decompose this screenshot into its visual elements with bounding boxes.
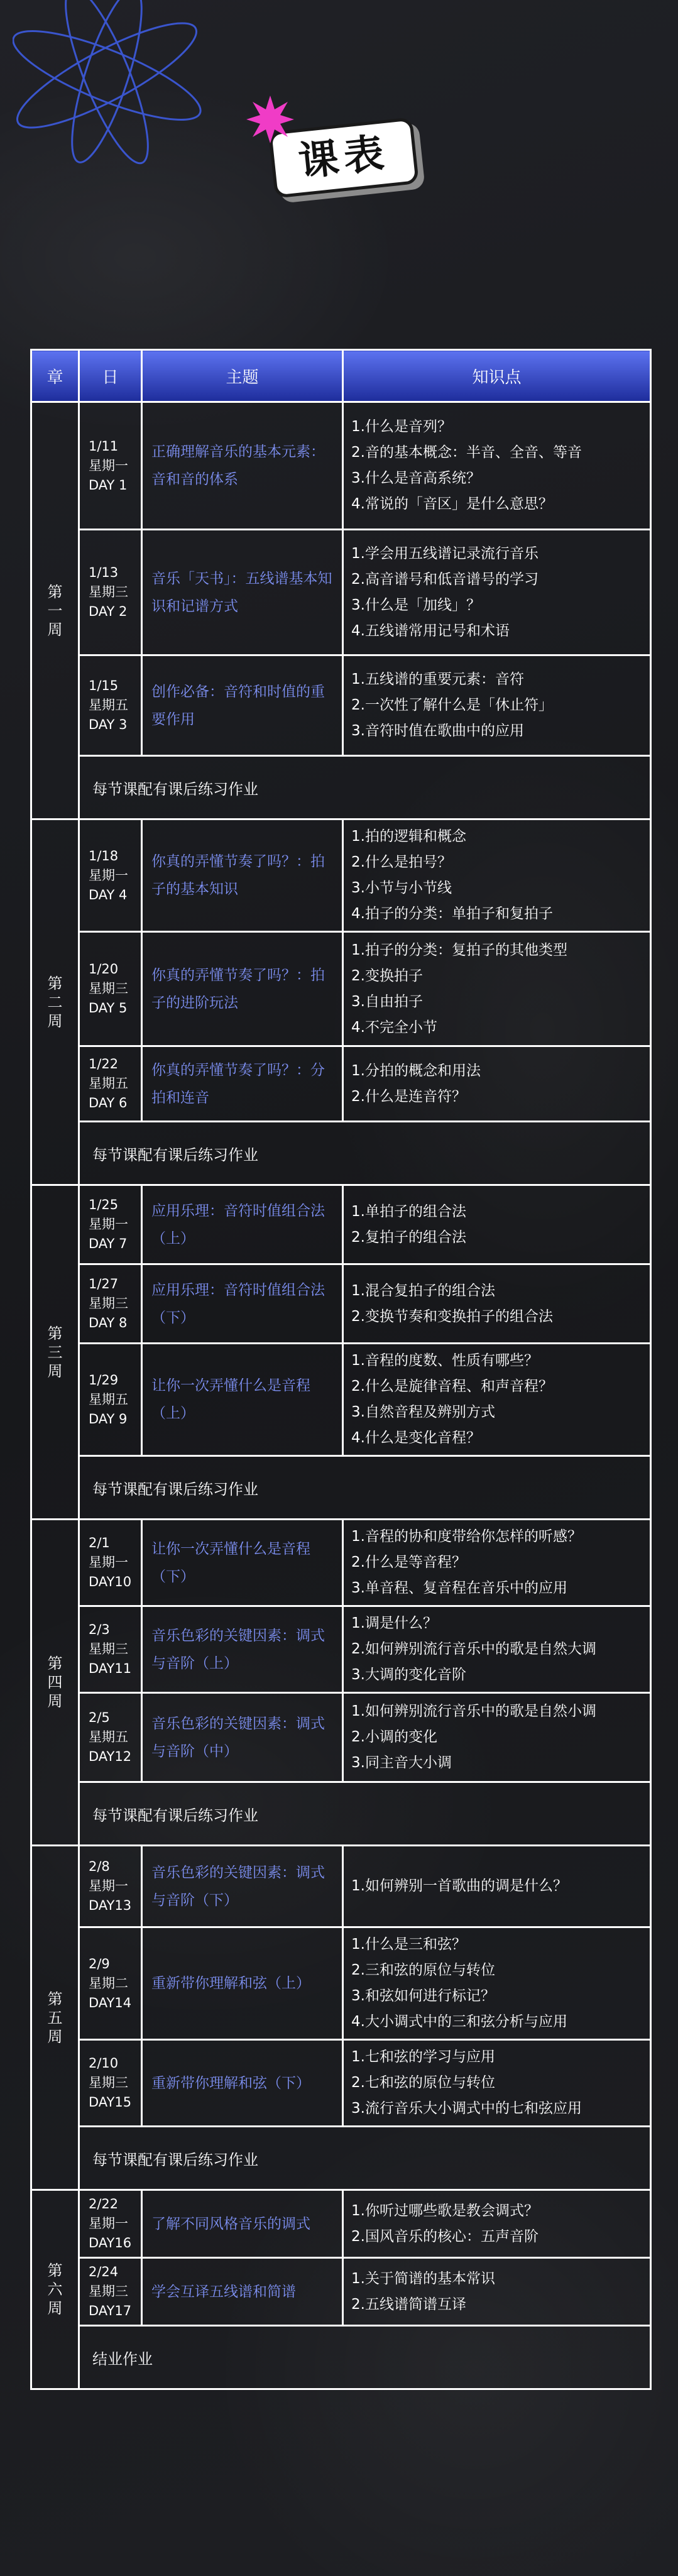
day-weekday: 星期三 [89,584,128,600]
day-cell [79,1344,142,1456]
day-cell [79,1846,142,1927]
day-weekday: 星期一 [89,867,128,883]
topic-cell: 应用乐理：音符时值组合法（上） [142,1185,343,1264]
points-cell [343,402,651,530]
points-cell [343,1344,651,1456]
day-date: 1/25 [89,1197,119,1212]
header-row [31,350,651,402]
day-date: 1/27 [89,1276,119,1291]
day-row [31,1846,651,1927]
knowledge-point: 3.什么是音高系统？ [351,470,481,486]
day-row [31,1606,651,1693]
week-cell [31,1846,79,2190]
topic-cell: 你真的弄懂节奏了吗？：拍子的进阶玩法 [142,932,343,1046]
day-cell [79,1520,142,1606]
week-label: 第二周 [47,974,63,1030]
day-number: DAY10 [89,1574,132,1589]
day-number: DAY 1 [89,477,128,493]
points-cell [343,530,651,655]
day-number: DAY 9 [89,1411,128,1427]
burst-star-icon [245,94,295,145]
points-cell [343,2040,651,2127]
day-number: DAY 4 [89,887,128,902]
week-cell [31,1520,79,1846]
knowledge-point: 3.流行音乐大小调式中的七和弦应用 [351,2100,582,2117]
header-points: 知识点 [343,350,651,402]
topic-cell: 你真的弄懂节奏了吗？：拍子的基本知识 [142,819,343,932]
day-row [31,1693,651,1782]
week-label: 第三周 [47,1324,63,1380]
page-title: 课表 [296,129,391,186]
day-cell [79,1693,142,1782]
schedule-table [30,349,652,2390]
day-cell [79,1046,142,1122]
knowledge-point: 2.变换节奏和变换拍子的组合法 [351,1308,553,1325]
knowledge-point: 1.什么是音列？ [351,419,452,435]
day-weekday: 星期三 [89,1642,128,1657]
homework-note: 每节课配有课后练习作业 [79,2127,651,2190]
knowledge-point: 1.混合复拍子的组合法 [351,1282,495,1299]
day-number: DAY 7 [89,1236,128,1251]
knowledge-point: 1.音程的度数、性质有哪些？ [351,1352,539,1369]
note-row [31,1782,651,1846]
day-cell [79,1606,142,1693]
day-cell [79,655,142,756]
homework-note: 每节课配有课后练习作业 [79,756,651,819]
week-cell [31,402,79,819]
day-cell [79,1927,142,2040]
day-row [31,2258,651,2326]
day-number: DAY 3 [89,717,128,732]
header-chapter: 章 [31,350,79,402]
topic-cell: 了解不同风格音乐的调式 [142,2190,343,2258]
day-weekday: 星期三 [89,2075,128,2090]
day-cell [79,2258,142,2326]
day-cell [79,932,142,1046]
topic-cell: 音乐色彩的关键因素：调式与音阶（上） [142,1606,343,1693]
week-cell [31,2190,79,2389]
day-date: 2/9 [89,1956,110,1971]
topic-cell: 让你一次弄懂什么是音程（上） [142,1344,343,1456]
day-number: DAY16 [89,2235,132,2250]
title-badge [245,94,452,201]
knowledge-point: 3.自然音程及辨别方式 [351,1404,495,1420]
knowledge-point: 4.五线谱常用记号和术语 [351,622,510,639]
day-row [31,1264,651,1344]
week-cell [31,819,79,1185]
knowledge-point: 3.大调的变化音阶 [351,1667,466,1683]
day-weekday: 星期三 [89,2284,128,2299]
topic-cell: 重新带你理解和弦（上） [142,1927,343,2040]
day-row [31,655,651,756]
week-label: 第四周 [47,1655,63,1710]
knowledge-point: 2.国风音乐的核心：五声音阶 [351,2228,539,2245]
day-row [31,1046,651,1122]
day-row [31,932,651,1046]
points-cell [343,1264,651,1344]
knowledge-point: 1.拍的逻辑和概念 [351,828,466,845]
day-row [31,530,651,655]
knowledge-point: 3.自由拍子 [351,993,423,1010]
day-row [31,2040,651,2127]
day-number: DAY15 [89,2095,132,2110]
points-cell [343,1927,651,2040]
day-row [31,1927,651,2040]
day-weekday: 星期三 [89,981,128,996]
knowledge-point: 1.调是什么？ [351,1615,437,1631]
knowledge-point: 4.什么是变化音程？ [351,1430,481,1446]
day-row [31,819,651,932]
day-row [31,1185,651,1264]
day-cell [79,819,142,932]
orbit-decoration [13,0,220,189]
knowledge-point: 3.小节与小节线 [351,880,452,896]
topic-cell: 你真的弄懂节奏了吗？：分拍和连音 [142,1046,343,1122]
knowledge-point: 2.高音谱号和低音谱号的学习 [351,571,539,588]
day-number: DAY11 [89,1661,132,1676]
day-cell [79,2040,142,2127]
day-row [31,1344,651,1456]
points-cell [343,1606,651,1693]
topic-cell: 创作必备：音符和时值的重要作用 [142,655,343,756]
knowledge-point: 3.同主音大小调 [351,1755,452,1771]
knowledge-point: 2.小调的变化 [351,1729,437,1745]
knowledge-point: 1.如何辨别流行音乐中的歌是自然小调 [351,1703,596,1719]
homework-note: 每节课配有课后练习作业 [79,1122,651,1185]
day-number: DAY13 [89,1898,132,1913]
note-row [31,2127,651,2190]
knowledge-point: 3.什么是「加线」？ [351,596,481,613]
week-label: 第六周 [47,2262,63,2317]
knowledge-point: 2.什么是旋律音程、和声音程？ [351,1378,553,1395]
knowledge-point: 1.关于简谱的基本常识 [351,2270,495,2287]
week-label: 第五周 [47,1990,63,2046]
points-cell [343,1693,651,1782]
knowledge-point: 1.单拍子的组合法 [351,1203,466,1220]
note-row [31,2326,651,2389]
day-row [31,402,651,530]
topic-cell: 学会互译五线谱和简谱 [142,2258,343,2326]
day-date: 1/29 [89,1372,119,1388]
knowledge-point: 1.音程的协和度带给你怎样的听感？ [351,1528,582,1545]
knowledge-point: 1.拍子的分类：复拍子的其他类型 [351,941,567,958]
topic-cell: 音乐色彩的关键因素：调式与音阶（下） [142,1846,343,1927]
day-cell [79,530,142,655]
day-number: DAY 5 [89,1000,128,1016]
day-weekday: 星期一 [89,1878,128,1894]
day-number: DAY12 [89,1749,132,1764]
day-number: DAY 8 [89,1315,128,1330]
knowledge-point: 3.和弦如何进行标记？ [351,1988,495,2004]
knowledge-point: 2.如何辨别流行音乐中的歌是自然大调 [351,1641,596,1657]
knowledge-point: 2.变换拍子 [351,967,423,984]
topic-cell: 正确理解音乐的基本元素：音和音的体系 [142,402,343,530]
points-cell [343,2258,651,2326]
topic-cell: 让你一次弄懂什么是音程（下） [142,1520,343,1606]
day-weekday: 星期一 [89,1217,128,1232]
knowledge-point: 2.音的基本概念：半音、全音、等音 [351,444,582,461]
week-cell [31,1185,79,1520]
homework-note: 结业作业 [79,2326,651,2389]
day-number: DAY14 [89,1995,132,2010]
day-weekday: 星期五 [89,698,128,713]
day-date: 1/18 [89,848,119,863]
day-date: 1/15 [89,678,119,693]
day-cell [79,2190,142,2258]
knowledge-point: 2.什么是拍号？ [351,854,452,870]
knowledge-point: 2.什么是等音程？ [351,1554,466,1570]
points-cell [343,1846,651,1927]
day-date: 2/5 [89,1710,110,1725]
knowledge-point: 1.五线谱的重要元素：音符 [351,671,524,688]
knowledge-point: 3.单音程、复音程在音乐中的应用 [351,1580,567,1596]
header-topic: 主题 [142,350,343,402]
day-cell [79,1264,142,1344]
day-row [31,1520,651,1606]
knowledge-point: 3.音符时值在歌曲中的应用 [351,723,524,739]
day-weekday: 星期五 [89,1729,128,1745]
points-cell [343,655,651,756]
points-cell [343,1046,651,1122]
day-weekday: 星期一 [89,1555,128,1570]
points-cell [343,819,651,932]
day-weekday: 星期一 [89,458,128,473]
knowledge-point: 1.你听过哪些歌是教会调式？ [351,2202,539,2219]
schedule-body [31,402,651,2389]
homework-note: 每节课配有课后练习作业 [79,1782,651,1846]
points-cell [343,932,651,1046]
knowledge-point: 1.学会用五线谱记录流行音乐 [351,545,539,562]
note-row [31,756,651,819]
day-date: 1/11 [89,438,119,454]
topic-cell: 音乐色彩的关键因素：调式与音阶（中） [142,1693,343,1782]
week-label: 第一周 [47,583,63,639]
day-cell [79,402,142,530]
knowledge-point: 2.复拍子的组合法 [351,1229,466,1246]
points-cell [343,1520,651,1606]
knowledge-point: 1.分拍的概念和用法 [351,1062,481,1079]
knowledge-point: 2.七和弦的原位与转位 [351,2075,495,2091]
day-weekday: 星期一 [89,2216,128,2231]
knowledge-point: 2.什么是连音符？ [351,1088,466,1105]
day-cell [79,1185,142,1264]
points-cell [343,2190,651,2258]
knowledge-point: 2.一次性了解什么是「休止符」 [351,697,553,713]
knowledge-point: 2.五线谱简谱互译 [351,2296,466,2313]
day-date: 2/3 [89,1622,110,1637]
day-date: 2/1 [89,1535,110,1550]
points-cell [343,1185,651,1264]
note-row [31,1456,651,1520]
day-date: 2/8 [89,1859,110,1874]
topic-cell: 重新带你理解和弦（下） [142,2040,343,2127]
day-row [31,2190,651,2258]
knowledge-point: 4.不完全小节 [351,1019,437,1036]
knowledge-point: 4.大小调式中的三和弦分析与应用 [351,2014,567,2030]
knowledge-point: 2.三和弦的原位与转位 [351,1962,495,1978]
topic-cell: 应用乐理：音符时值组合法（下） [142,1264,343,1344]
day-date: 2/24 [89,2264,119,2279]
day-weekday: 星期五 [89,1076,128,1091]
day-number: DAY 2 [89,604,128,619]
day-number: DAY 6 [89,1095,128,1110]
homework-note: 每节课配有课后练习作业 [79,1456,651,1520]
day-number: DAY17 [89,2303,132,2318]
day-date: 2/10 [89,2056,119,2071]
knowledge-point: 1.什么是三和弦？ [351,1936,466,1953]
header-day: 日 [79,350,142,402]
day-date: 1/22 [89,1056,119,1072]
day-weekday: 星期五 [89,1391,128,1407]
knowledge-point: 4.常说的「音区」是什么意思？ [351,496,553,512]
knowledge-point: 4.拍子的分类：单拍子和复拍子 [351,906,553,922]
day-weekday: 星期二 [89,1975,128,1991]
day-date: 1/13 [89,565,119,580]
day-date: 2/22 [89,2196,119,2212]
day-date: 1/20 [89,962,119,977]
topic-cell: 音乐「天书」：五线谱基本知识和记谱方式 [142,530,343,655]
day-weekday: 星期三 [89,1296,128,1311]
knowledge-point: 1.如何辨别一首歌曲的调是什么？ [351,1878,567,1894]
note-row [31,1122,651,1185]
knowledge-point: 1.七和弦的学习与应用 [351,2049,495,2065]
